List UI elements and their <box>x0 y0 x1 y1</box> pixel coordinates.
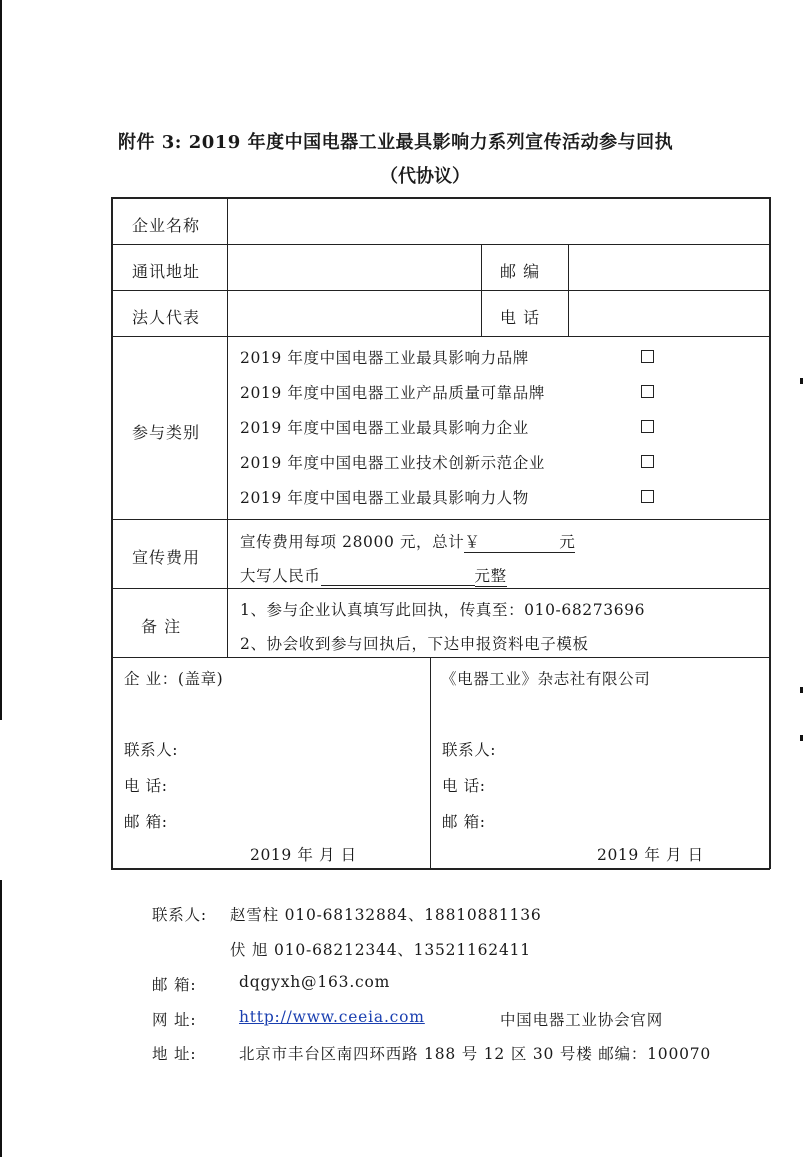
footer-website-label: 网 址: <box>152 1011 197 1029</box>
document-subtitle: （代协议） <box>380 166 470 187</box>
category-item: 2019 年度中国电器工业最具影响力品牌 <box>240 349 529 367</box>
scan-edge-mark-left-lower <box>0 880 2 1157</box>
footer-address-label: 地 址: <box>152 1045 197 1063</box>
table-border-left <box>111 197 113 869</box>
scan-dot-right-1 <box>800 378 803 384</box>
scan-edge-mark-left <box>0 0 2 720</box>
checkbox-brand[interactable] <box>641 350 654 363</box>
phone-field[interactable] <box>572 293 766 334</box>
sig-left-phone: 电 话: <box>124 777 168 795</box>
fee-uppercase-field[interactable] <box>321 567 475 586</box>
legal-rep-field[interactable] <box>232 293 477 334</box>
footer-contact-1: 赵雪柱 010-68132884、18810881136 <box>230 906 542 924</box>
category-item: 2019 年度中国电器工业最具影响力人物 <box>240 489 529 507</box>
row-divider <box>111 336 770 337</box>
phone-label: 电 话 <box>500 308 541 327</box>
table-border-top <box>111 197 770 199</box>
legal-rep-label: 法人代表 <box>132 308 201 327</box>
sig-left-contact: 联系人: <box>124 741 179 759</box>
sig-left-org: 企 业：(盖章) <box>124 670 224 688</box>
checkbox-innovation[interactable] <box>641 455 654 468</box>
fee-line-1 <box>240 530 575 553</box>
fee-line-2-suffix: 元整 <box>475 564 507 587</box>
fee-currency: ￥ <box>464 533 481 551</box>
checkbox-quality-brand[interactable] <box>641 385 654 398</box>
row-divider <box>111 657 770 658</box>
table-border-right <box>769 197 771 869</box>
category-label: 参与类别 <box>132 423 201 442</box>
col-divider-signature <box>430 657 431 869</box>
fee-line-1-text: 宣传费用每项 28000 元，总计 <box>240 533 465 551</box>
footer-email: dqgyxh@163.com <box>239 973 391 991</box>
remark-item: 1、参与企业认真填写此回执，传真至：010-68273696 <box>240 601 646 619</box>
fee-line-2 <box>240 564 507 587</box>
sig-right-contact: 联系人: <box>442 741 497 759</box>
col-divider-right-label-left <box>481 244 482 336</box>
postcode-label: 邮 编 <box>500 262 541 281</box>
category-item: 2019 年度中国电器工业产品质量可靠品牌 <box>240 384 545 402</box>
fee-unit: 元 <box>559 530 575 553</box>
sig-left-date: 2019 年 月 日 <box>250 846 357 864</box>
document-title: 附件 3: 2019 年度中国电器工业最具影响力系列宣传活动参与回执 <box>118 132 674 153</box>
sig-right-email: 邮 箱: <box>442 813 486 831</box>
sig-right-org: 《电器工业》杂志社有限公司 <box>441 670 651 688</box>
sig-left-email: 邮 箱: <box>124 813 168 831</box>
company-name-field[interactable] <box>232 200 766 242</box>
footer-address: 北京市丰台区南四环西路 188 号 12 区 30 号楼 邮编：100070 <box>239 1045 712 1063</box>
footer-contact-label: 联系人: <box>152 906 207 924</box>
footer-email-label: 邮 箱: <box>152 976 197 994</box>
checkbox-enterprise[interactable] <box>641 420 654 433</box>
row-divider <box>111 519 770 520</box>
fee-label: 宣传费用 <box>132 548 201 567</box>
fee-line-2-text: 大写人民币 <box>240 567 321 585</box>
category-item: 2019 年度中国电器工业技术创新示范企业 <box>240 454 545 472</box>
col-divider-right-label-right <box>568 244 569 336</box>
company-name-label: 企业名称 <box>132 216 201 235</box>
table-border-bottom <box>111 868 770 870</box>
remark-item: 2、协会收到参与回执后，下达申报资料电子模板 <box>240 635 589 653</box>
category-item: 2019 年度中国电器工业最具影响力企业 <box>240 419 529 437</box>
scan-dot-right-2 <box>800 687 803 693</box>
row-divider <box>111 244 770 245</box>
col-divider-label <box>227 197 228 657</box>
row-divider <box>111 290 770 291</box>
scan-dot-right-3 <box>800 735 803 741</box>
address-field[interactable] <box>232 247 477 288</box>
footer-contact-2: 伏 旭 010-68212344、13521162411 <box>230 941 531 959</box>
remarks-label: 备 注 <box>141 617 182 636</box>
sig-right-phone: 电 话: <box>442 777 486 795</box>
postcode-field[interactable] <box>572 247 766 288</box>
fee-total-field[interactable] <box>464 530 559 553</box>
sig-right-date: 2019 年 月 日 <box>597 846 704 864</box>
row-divider <box>111 588 770 589</box>
checkbox-person[interactable] <box>641 490 654 503</box>
footer-website-desc: 中国电器工业协会官网 <box>500 1011 664 1029</box>
footer-website-link[interactable]: http://www.ceeia.com <box>239 1008 425 1026</box>
address-label: 通讯地址 <box>132 262 201 281</box>
